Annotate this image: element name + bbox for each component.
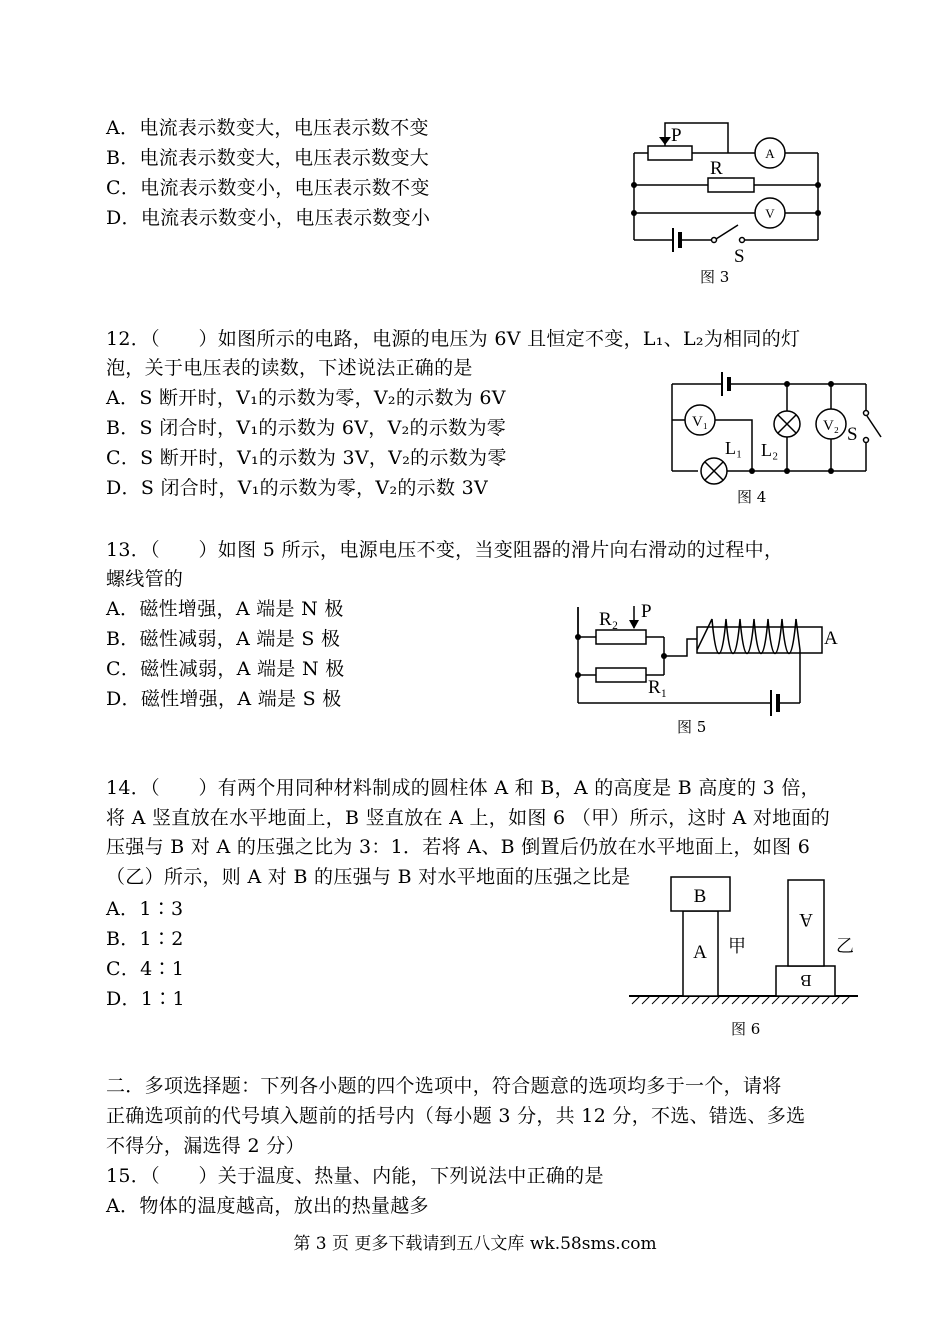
- q12-option-a: A．S 断开时，V₁的示数为零，V₂的示数为 6V: [106, 387, 506, 409]
- figure-3-caption: 图 3: [700, 268, 730, 286]
- fig6-label-a: A: [693, 942, 707, 963]
- fig5-label-r2: R₂: [599, 609, 619, 630]
- q14-option-c: C．4∶1: [106, 958, 185, 980]
- q14-stem-line2: 将 A 竖直放在水平地面上，B 竖直放在 A 上，如图 6 （甲）所示，这时 A 对地面的: [106, 807, 831, 829]
- section-2-line3: 不得分，漏选得 2 分）: [106, 1135, 305, 1157]
- fig4-label-l1: L₁: [725, 438, 743, 458]
- q12-option-b: B．S 闭合时，V₁的示数为 6V，V₂的示数为零: [106, 417, 507, 439]
- fig6-label-a-inverted: A: [799, 909, 813, 930]
- fig6-label-yi: 乙: [836, 936, 854, 956]
- fig6-label-b-top: B: [693, 886, 707, 907]
- q13-stem-line1: 13．（ ）如图 5 所示，电源电压不变，当变阻器的滑片向右滑动的过程中，: [106, 539, 784, 561]
- q13-option-b: B．磁性减弱，A 端是 S 极: [106, 628, 341, 650]
- fig4-label-v2: V₂: [822, 418, 840, 434]
- fig3-label-s: S: [734, 246, 745, 267]
- q14-option-b: B．1∶2: [106, 928, 184, 950]
- q14-option-d: D．1∶1: [106, 988, 185, 1010]
- q11-option-d: D．电流表示数变小，电压表示数变小: [106, 207, 431, 229]
- fig3-label-r: R: [710, 158, 723, 179]
- fig3-label-ammeter: A: [765, 146, 775, 161]
- q15-stem: 15．（ ）关于温度、热量、内能，下列说法中正确的是: [106, 1165, 604, 1187]
- fig5-label-p: P: [641, 601, 652, 622]
- fig3-label-voltmeter: V: [765, 206, 775, 221]
- q13-option-c: C．磁性减弱，A 端是 N 极: [106, 658, 345, 680]
- q14-stem-line1: 14．（ ）有两个用同种材料制成的圆柱体 A 和 B，A 的高度是 B 高度的 3 倍，: [106, 777, 820, 799]
- q12-option-c: C．S 断开时，V₁的示数为 3V，V₂的示数为零: [106, 447, 507, 469]
- q13-option-d: D．磁性增强，A 端是 S 极: [106, 688, 342, 710]
- q14-option-a: A．1∶3: [106, 898, 184, 920]
- figure-6-caption: 图 6: [731, 1020, 761, 1038]
- fig6-label-jia: 甲: [728, 936, 746, 956]
- q11-option-c: C．电流表示数变小，电压表示数不变: [106, 177, 430, 199]
- q12-option-d: D．S 闭合时，V₁的示数为零，V₂的示数 3V: [106, 477, 489, 499]
- q13-option-a: A．磁性增强，A 端是 N 极: [106, 598, 344, 620]
- figure-4-caption: 图 4: [737, 488, 767, 506]
- fig4-label-s: S: [847, 424, 858, 445]
- q13-stem-line2: 螺线管的: [106, 568, 184, 590]
- q11-option-a: A．电流表示数变大，电压表示数不变: [106, 117, 429, 139]
- q15-option-a: A．物体的温度越高，放出的热量越多: [106, 1195, 429, 1217]
- section-2-line1: 二．多项选择题：下列各小题的四个选项中，符合题意的选项均多于一个，请将: [106, 1075, 782, 1097]
- fig4-label-v1: V₁: [691, 414, 709, 430]
- fig6-label-b-inverted: B: [800, 971, 812, 990]
- fig5-label-r1: R₁: [648, 677, 668, 698]
- q11-option-b: B．电流表示数变大，电压表示数变大: [106, 147, 430, 169]
- q12-stem-line1: 12．（ ）如图所示的电路，电源的电压为 6V 且恒定不变，L₁、L₂为相同的灯: [106, 328, 801, 350]
- section-2-line2: 正确选项前的代号填入题前的括号内（每小题 3 分，共 12 分，不选、错选、多选: [106, 1105, 806, 1127]
- fig5-label-a: A: [824, 628, 838, 649]
- fig3-label-p: P: [671, 125, 682, 146]
- q12-stem-line2: 泡，关于电压表的读数，下述说法正确的是: [106, 357, 473, 379]
- fig4-label-l2: L₂: [761, 440, 779, 460]
- q14-stem-line4: （乙）所示，则 A 对 B 的压强与 B 对水平地面的压强之比是: [106, 866, 631, 888]
- q14-stem-line3: 压强与 B 对 A 的压强之比为 3：1．若将 A、B 倒置后仍放在水平地面上，如图 6: [106, 836, 811, 858]
- page-footer: 第 3 页 更多下载请到五八文库 wk.58sms.com: [293, 1234, 657, 1254]
- figure-5-caption: 图 5: [677, 718, 707, 736]
